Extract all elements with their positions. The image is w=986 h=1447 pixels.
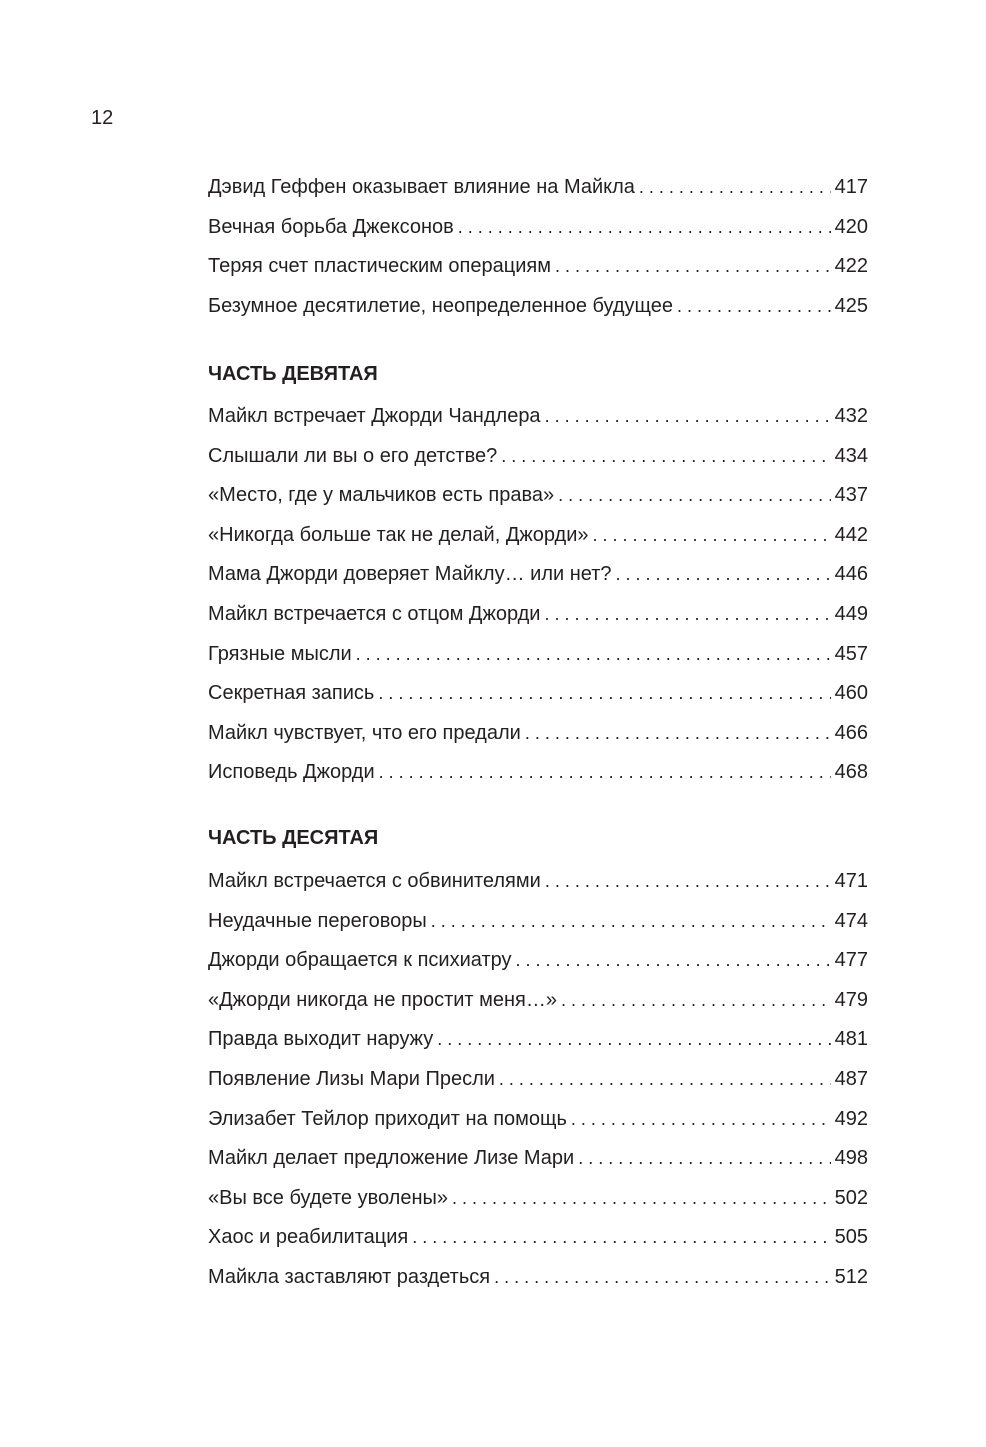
- toc-entry-leader-dots: [544, 602, 830, 626]
- toc-entry-page: 434: [834, 444, 868, 467]
- toc-entry[interactable]: [208, 869, 868, 909]
- toc-entry-title: Неудачные переговоры: [208, 909, 427, 932]
- toc-entry-leader-dots: [458, 215, 831, 239]
- toc-entry-leader-dots: [499, 1067, 831, 1091]
- toc-entry-title: Элизабет Тейлор приходит на помощь: [208, 1107, 567, 1130]
- toc-entry-title: Вечная борьба Джексонов: [208, 215, 454, 238]
- toc-entry-leader-dots: [437, 1027, 830, 1051]
- section-heading: ЧАСТЬ ДЕСЯТАЯ: [208, 827, 379, 849]
- toc-entry-page: 471: [834, 870, 868, 892]
- toc-entry-title: Появление Лизы Мари Пресли: [208, 1067, 495, 1090]
- toc-entry-page: 466: [834, 721, 868, 744]
- toc-section-part-nine: [208, 362, 868, 386]
- toc-entry-leader-dots: [571, 1107, 831, 1131]
- toc-entry-leader-dots: [431, 909, 831, 933]
- toc-entry-title: Майкл встречается с отцом Джорди: [208, 602, 541, 625]
- toc-entry-page: 437: [834, 484, 868, 507]
- toc-entry-title: Теряя счет пластическим операциям: [208, 255, 551, 278]
- toc-entry-title: Хаос и реабилитация: [208, 1226, 409, 1249]
- toc-entry-page: 505: [834, 1226, 868, 1249]
- toc-entry-leader-dots: [578, 1146, 830, 1170]
- toc-entry-page: 432: [834, 405, 868, 427]
- toc-section-part-ten-entries: [208, 869, 868, 1305]
- toc-entry[interactable]: [208, 1265, 868, 1305]
- toc-entry-leader-dots: [516, 948, 831, 972]
- toc-entry-title: Майкл встречает Джорди Чандлера: [208, 405, 541, 427]
- toc-entry-leader-dots: [545, 869, 831, 893]
- toc-entry-leader-dots: [379, 760, 831, 784]
- toc-entry-title: Дэвид Геффен оказывает влияние на Майкла: [208, 176, 635, 198]
- toc-entry-leader-dots: [558, 483, 831, 507]
- toc-entry[interactable]: [208, 444, 868, 484]
- toc-entry-page: 442: [834, 523, 868, 546]
- toc-entry[interactable]: [208, 562, 868, 602]
- toc-entry[interactable]: [208, 215, 868, 255]
- toc-entry[interactable]: [208, 602, 868, 642]
- page-number: 12: [91, 107, 114, 129]
- toc-entry-title: «Никогда больше так не делай, Джорди»: [208, 523, 589, 546]
- toc-entry[interactable]: [208, 1146, 868, 1186]
- toc-entry-title: Джорди обращается к психиатру: [208, 949, 512, 972]
- toc-entry[interactable]: [208, 681, 868, 721]
- toc-entry[interactable]: [208, 1107, 868, 1147]
- toc-entry-title: Майкл чувствует, что его предали: [208, 721, 521, 744]
- toc-entry[interactable]: [208, 483, 868, 523]
- toc-entry[interactable]: [208, 254, 868, 294]
- toc-entry-leader-dots: [616, 562, 831, 586]
- toc-entry[interactable]: [208, 1186, 868, 1226]
- toc-entry-page: 481: [834, 1028, 868, 1051]
- toc-entry-page: 446: [834, 563, 868, 586]
- toc-entry-leader-dots: [452, 1186, 831, 1210]
- toc-entry-title: «Джорди никогда не простит меня…»: [208, 988, 558, 1011]
- toc-entry-title: Исповедь Джорди: [208, 761, 375, 784]
- toc-entry-page: 492: [834, 1107, 868, 1130]
- toc-entry-leader-dots: [412, 1225, 830, 1249]
- toc-entry-title: Майкла заставляют раздеться: [208, 1265, 491, 1288]
- toc-entry-page: 502: [834, 1186, 868, 1209]
- toc-entry[interactable]: [208, 1027, 868, 1067]
- toc-entry-page: 417: [834, 176, 868, 198]
- toc-entry-leader-dots: [677, 294, 831, 318]
- toc-entry-page: 449: [834, 602, 868, 625]
- toc-entry-list: [208, 869, 868, 1305]
- toc-entry[interactable]: [208, 523, 868, 563]
- toc-entry-title: Безумное десятилетие, неопределенное будущее: [208, 294, 674, 317]
- toc-entry-page: 460: [834, 682, 868, 705]
- toc-entry-leader-dots: [561, 988, 831, 1012]
- toc-section-continuation: [208, 175, 868, 333]
- toc-entry-leader-dots: [593, 523, 831, 547]
- toc-entry[interactable]: [208, 760, 868, 800]
- toc-entry[interactable]: [208, 721, 868, 761]
- toc-entry-page: 498: [834, 1147, 868, 1170]
- toc-entry-title: Грязные мысли: [208, 642, 352, 665]
- toc-entry-page: 425: [834, 294, 868, 317]
- toc-entry[interactable]: [208, 909, 868, 949]
- toc-entry-leader-dots: [494, 1265, 831, 1289]
- toc-entry-page: 487: [834, 1067, 868, 1090]
- toc-entry-page: 512: [834, 1265, 868, 1288]
- toc-entry-page: 422: [834, 255, 868, 278]
- toc-entry-list: [208, 175, 868, 333]
- toc-entry-title: «Вы все будете уволены»: [208, 1186, 448, 1209]
- toc-entry-page: 477: [834, 949, 868, 972]
- toc-entry[interactable]: [208, 294, 868, 334]
- toc-entry-title: Майкл делает предложение Лизе Мари: [208, 1147, 575, 1170]
- toc-entry-page: 479: [834, 988, 868, 1011]
- toc-entry-leader-dots: [555, 254, 831, 278]
- toc-section-part-nine-entries: [208, 404, 868, 800]
- toc-entry[interactable]: [208, 404, 868, 444]
- toc-entry-page: 457: [834, 642, 868, 665]
- toc-entry-leader-dots: [378, 681, 830, 705]
- toc-entry[interactable]: [208, 948, 868, 988]
- toc-entry-leader-dots: [639, 175, 831, 199]
- toc-entry-title: Правда выходит наружу: [208, 1028, 434, 1051]
- toc-entry-title: «Место, где у мальчиков есть права»: [208, 484, 555, 507]
- toc-entry-page: 474: [834, 909, 868, 932]
- toc-entry[interactable]: [208, 642, 868, 682]
- toc-entry-leader-dots: [501, 444, 830, 468]
- toc-entry-leader-dots: [525, 721, 831, 745]
- toc-entry-title: Секретная запись: [208, 682, 375, 705]
- toc-section-part-ten: [208, 826, 868, 850]
- toc-entry[interactable]: [208, 1225, 868, 1265]
- toc-entry-title: Слышали ли вы о его детстве?: [208, 444, 498, 467]
- toc-entry-title: Майкл встречается с обвинителями: [208, 870, 541, 892]
- toc-entry[interactable]: [208, 988, 868, 1028]
- toc-entry[interactable]: [208, 1067, 868, 1107]
- toc-entry-leader-dots: [545, 404, 831, 428]
- toc-entry[interactable]: [208, 175, 868, 215]
- toc-entry-page: 420: [834, 215, 868, 238]
- section-heading: ЧАСТЬ ДЕВЯТАЯ: [208, 363, 378, 385]
- toc-entry-page: 468: [834, 761, 868, 784]
- toc-entry-title: Мама Джорди доверяет Майклу… или нет?: [208, 563, 612, 586]
- toc-entry-list: [208, 404, 868, 800]
- toc-entry-leader-dots: [356, 642, 831, 666]
